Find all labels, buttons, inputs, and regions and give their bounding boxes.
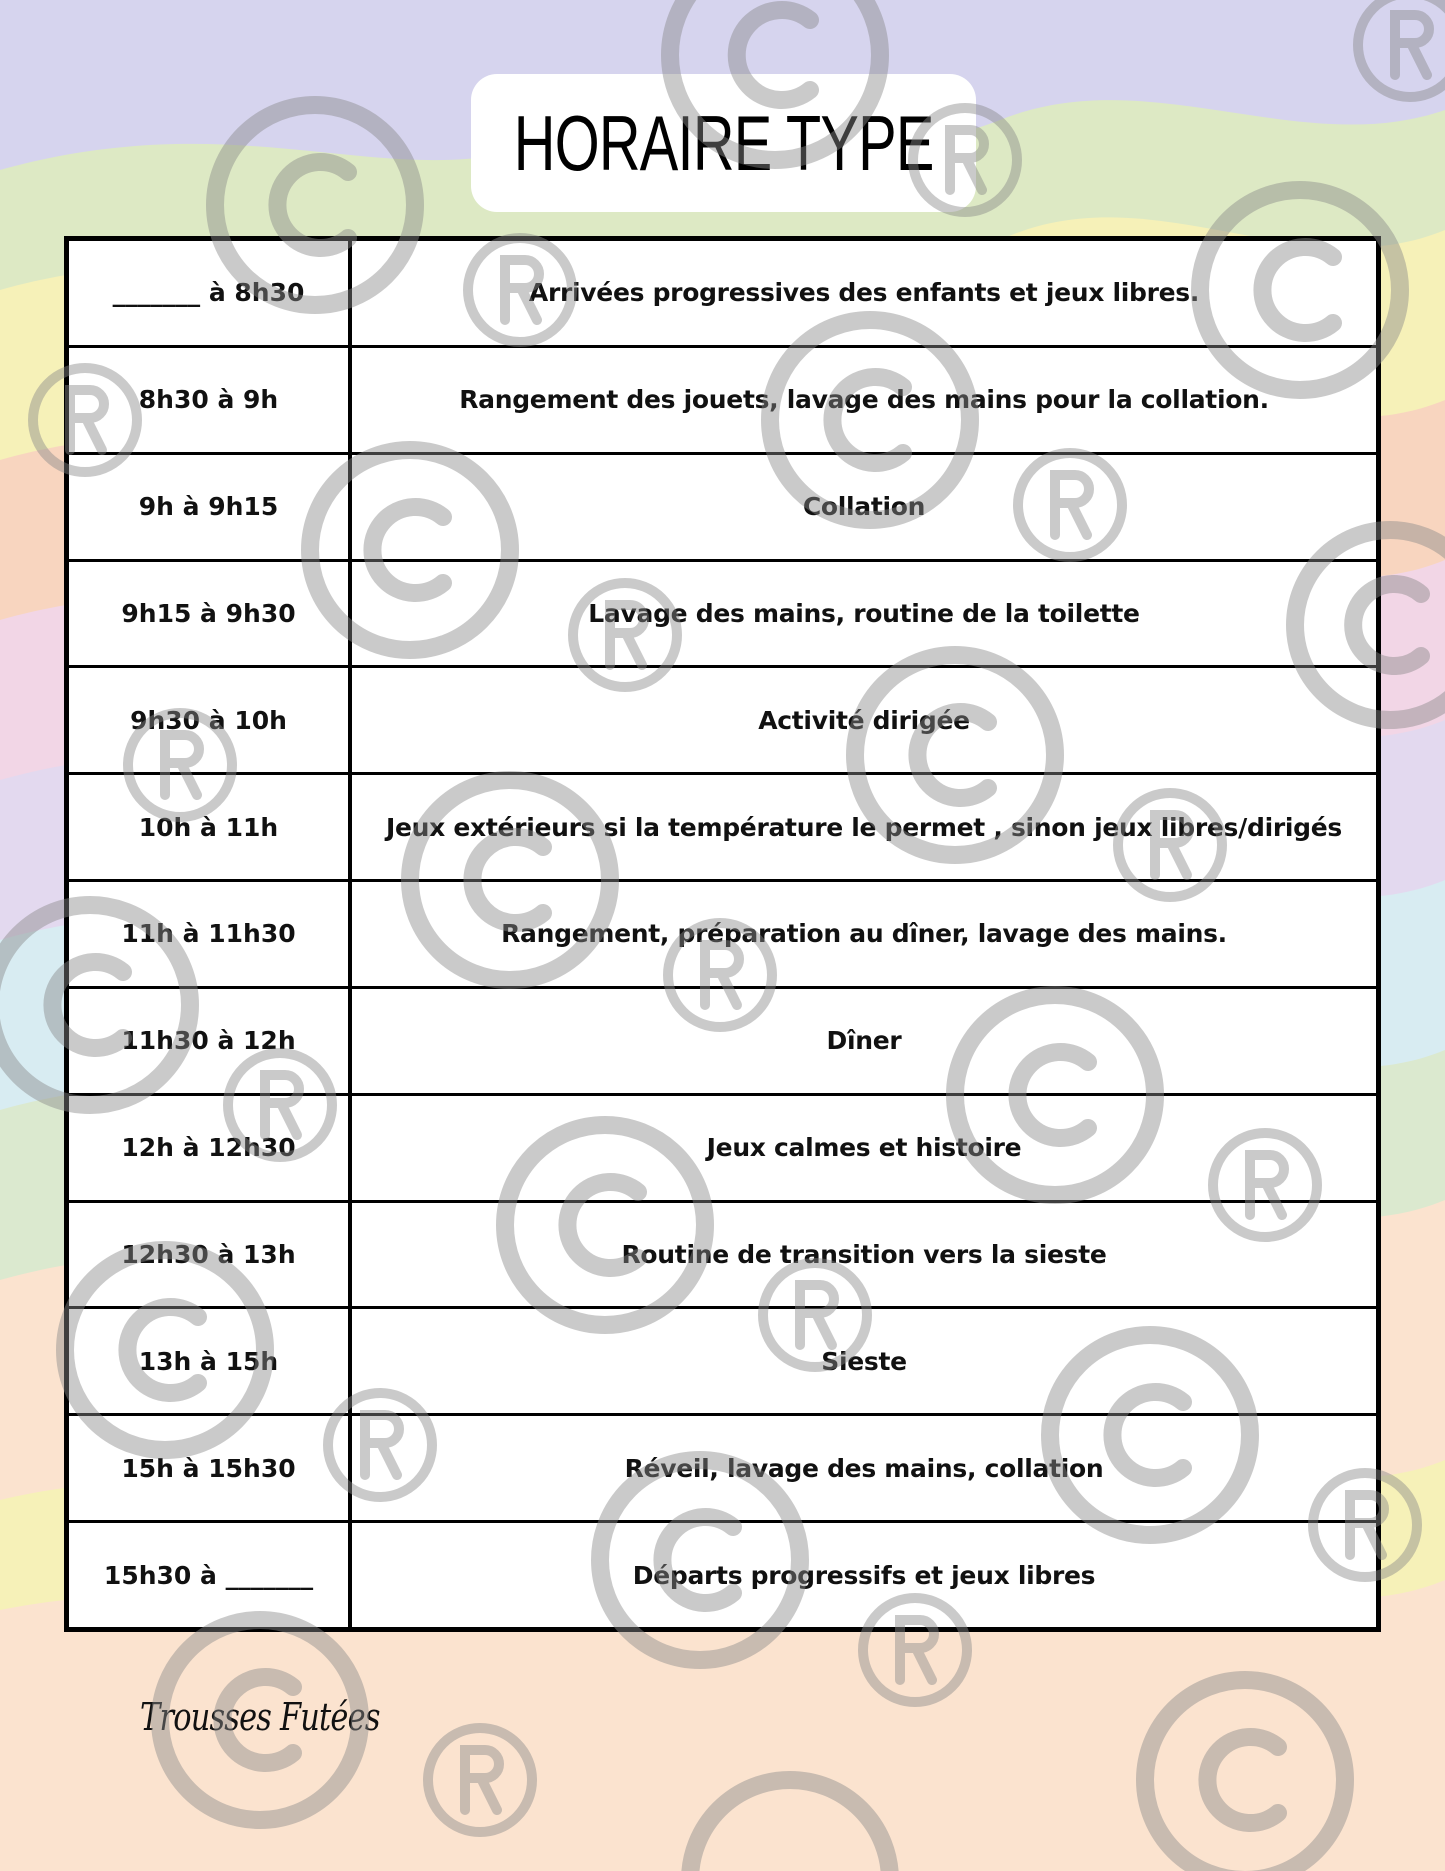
- schedule-row: [69, 989, 1376, 1096]
- schedule-row: [69, 775, 1376, 882]
- schedule-row: [69, 1096, 1376, 1203]
- activity-cell: Lavage des mains, routine de la toilette: [588, 598, 1140, 628]
- schedule-row: [69, 241, 1376, 348]
- schedule-row: [69, 668, 1376, 775]
- title-banner: [471, 74, 976, 212]
- time-cell: 15h30 à _______: [69, 1523, 352, 1627]
- time-cell: _______ à 8h30: [69, 241, 352, 345]
- activity-cell: Activité dirigée: [758, 705, 970, 735]
- schedule-table: [64, 236, 1381, 1632]
- time-cell: 12h à 12h30: [69, 1096, 352, 1200]
- time-cell: 13h à 15h: [69, 1309, 352, 1413]
- time-cell: 9h15 à 9h30: [69, 562, 352, 666]
- activity-cell: Arrivées progressives des enfants et jeux libres.: [528, 278, 1200, 308]
- activity-cell: Routine de transition vers la sieste: [621, 1240, 1107, 1270]
- activity-cell: Départs progressifs et jeux libres: [632, 1560, 1096, 1590]
- schedule-row: [69, 1203, 1376, 1310]
- time-cell: 12h30 à 13h: [69, 1203, 352, 1307]
- activity-cell: Dîner: [826, 1026, 902, 1056]
- activity-cell: Rangement des jouets, lavage des mains pour la collation.: [459, 385, 1269, 415]
- schedule-row: [69, 1523, 1376, 1627]
- schedule-row: [69, 562, 1376, 669]
- brand-logo: Trousses Futées: [140, 1695, 380, 1739]
- time-cell: 15h à 15h30: [69, 1416, 352, 1520]
- time-cell: 8h30 à 9h: [69, 348, 352, 452]
- schedule-row: [69, 1416, 1376, 1523]
- time-cell: 11h30 à 12h: [69, 989, 352, 1093]
- activity-cell: Jeux extérieurs si la température le permet , sinon jeux libres/dirigés: [386, 812, 1342, 842]
- activity-cell: Réveil, lavage des mains, collation: [624, 1453, 1104, 1483]
- activity-cell: Collation: [802, 492, 926, 522]
- schedule-row: [69, 455, 1376, 562]
- schedule-row: [69, 882, 1376, 989]
- time-cell: 11h à 11h30: [69, 882, 352, 986]
- activity-cell: Jeux calmes et histoire: [706, 1133, 1022, 1163]
- activity-cell: Rangement, préparation au dîner, lavage des mains.: [501, 919, 1227, 949]
- time-cell: 9h à 9h15: [69, 455, 352, 559]
- schedule-row: [69, 1309, 1376, 1416]
- activity-cell: Sieste: [821, 1346, 907, 1376]
- time-cell: 9h30 à 10h: [69, 668, 352, 772]
- time-cell: 10h à 11h: [69, 775, 352, 879]
- page-title: HORAIRE TYPE: [513, 98, 934, 187]
- schedule-row: [69, 348, 1376, 455]
